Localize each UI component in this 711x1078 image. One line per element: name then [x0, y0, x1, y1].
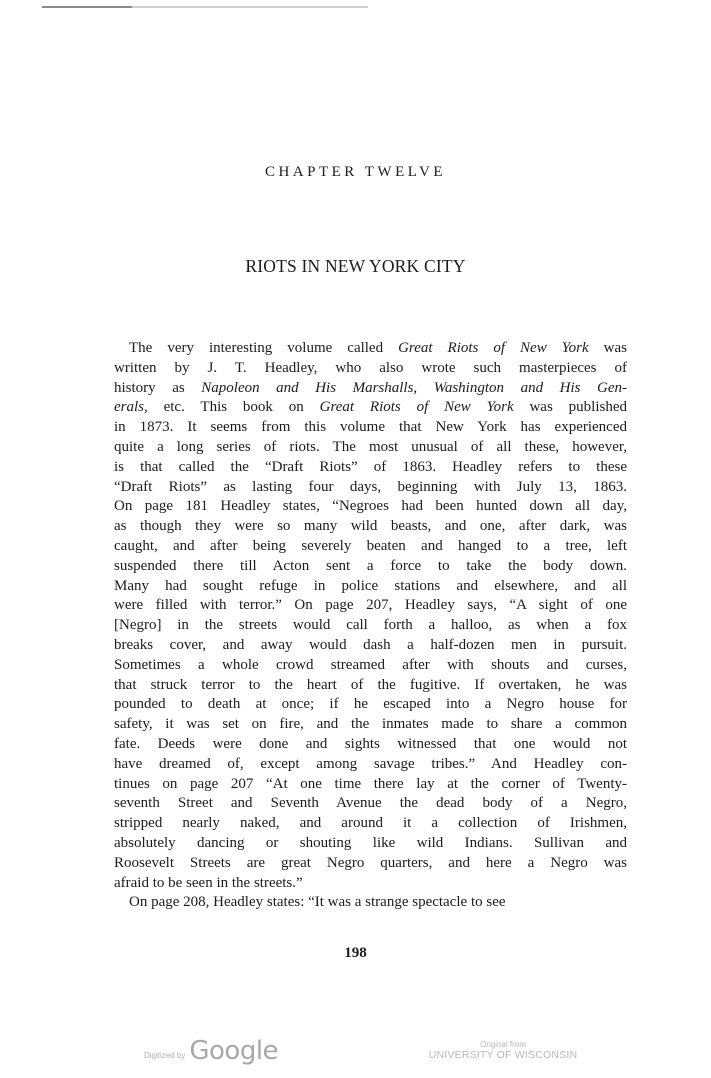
text-segment: On page 181 Headley states, “Negroes had been hunted down all day,: [114, 498, 627, 515]
text-segment: Many had sought refuge in police stations and elsewhere, and all: [114, 577, 627, 594]
italic-text: Napoleon and His Marshalls, Washington and His Gen-: [201, 379, 627, 396]
text-segment: as though they were so many wild beasts, and one, after dark, was: [114, 518, 627, 535]
text-segment: Roosevelt Streets are great Negro quarters, and here a Negro was: [114, 854, 627, 871]
text-line: [114, 596, 627, 616]
google-logo: Google: [189, 1036, 279, 1066]
text-line: [114, 398, 627, 418]
text-line: [114, 676, 627, 696]
text-line: [114, 557, 627, 577]
text-segment: fate. Deeds were done and sights witnessed that one would not: [114, 735, 627, 752]
text-line: [114, 339, 627, 359]
text-line: [114, 893, 627, 913]
italic-text: erals,: [114, 399, 148, 416]
text-segment: have dreamed of, except among savage tribes.” And Headley con-: [114, 755, 627, 772]
chapter-title: RIOTS IN NEW YORK CITY: [245, 256, 466, 276]
text-line: [114, 458, 627, 478]
text-line: [114, 834, 627, 854]
digitized-by-label: Digitized by: [144, 1051, 186, 1060]
text-line: [114, 695, 627, 715]
text-line: [114, 794, 627, 814]
text-segment: “Draft Riots” as lasting four days, beginning with July 13, 1863.: [114, 478, 627, 495]
text-line: [114, 577, 627, 597]
text-segment: is that called the “Draft Riots” of 1863. Headley refers to these: [114, 458, 627, 475]
text-line: [114, 854, 627, 874]
text-segment: written by J. T. Headley, who also wrote such masterpieces of: [114, 359, 627, 376]
text-line: [114, 636, 627, 656]
original-from-label: Original from: [480, 1040, 526, 1049]
text-segment: safety, it was set on fire, and the inmates made to share a common: [114, 716, 627, 733]
text-line: [114, 874, 627, 894]
text-segment: stripped nearly naked, and around it a collection of Irishmen,: [114, 815, 627, 832]
top-rule: [42, 6, 368, 8]
text-line: [114, 656, 627, 676]
text-line: [114, 755, 627, 775]
chapter-label: CHAPTER TWELVE: [264, 164, 447, 180]
google-watermark: [144, 1036, 278, 1066]
text-segment: was: [588, 340, 627, 356]
text-line: [114, 616, 627, 636]
text-segment: breaks cover, and away would dash a half-dozen men in pursuit.: [114, 636, 627, 653]
text-segment: in 1873. It seems from this volume that New York has experienced: [114, 419, 627, 436]
text-line: [114, 497, 627, 517]
text-segment: pounded to death at once; if he escaped into a Negro house for: [114, 696, 627, 713]
text-segment: were filled with terror.” On page 207, Headley says, “A sight of one: [114, 597, 627, 614]
text-segment: etc. This book on: [147, 399, 320, 416]
university-label: UNIVERSITY OF WISCONSIN: [428, 1049, 578, 1061]
text-line: [114, 517, 627, 537]
page-number: 198: [344, 945, 367, 961]
text-segment: suspended there till Acton sent a force to take the body down.: [114, 557, 627, 574]
text-line: [114, 814, 627, 834]
text-line: [114, 715, 627, 735]
text-line: [114, 478, 627, 498]
text-segment: was published: [513, 399, 627, 416]
text-segment: [Negro] in the streets would call forth a halloo, as when a fox: [114, 617, 627, 634]
text-segment: caught, and after being severely beaten and hanged to a tree, left: [114, 537, 627, 554]
italic-text: Great Riots of New York: [319, 399, 514, 416]
text-line: [114, 418, 627, 438]
text-segment: The very interesting volume called: [114, 340, 399, 356]
text-line: [114, 735, 627, 755]
text-segment: quite a long series of riots. The most unusual of all these, however,: [114, 438, 627, 455]
text-segment: tinues on page 207 “At one time there lay at the corner of Twenty-: [114, 775, 627, 792]
text-segment: history as: [114, 379, 202, 396]
body-text: [114, 339, 627, 913]
source-watermark: [418, 1040, 588, 1061]
text-segment: afraid to be seen in the streets.”: [114, 874, 303, 891]
text-segment: Sometimes a whole crowd streamed after with shouts and curses,: [114, 656, 627, 673]
text-line: [114, 438, 627, 458]
text-line: [114, 775, 627, 795]
text-line: [114, 359, 627, 379]
text-segment: absolutely dancing or shouting like wild Indians. Sullivan and: [114, 834, 627, 851]
text-segment: that struck terror to the heart of the fugitive. If overtaken, he was: [114, 676, 627, 693]
text-segment: seventh Street and Seventh Avenue the dead body of a Negro,: [114, 795, 627, 812]
text-line: [114, 537, 627, 557]
text-line: [114, 379, 627, 399]
italic-text: Great Riots of New York: [398, 340, 589, 356]
text-segment: On page 208, Headley states: “It was a strange spectacle to see: [114, 894, 506, 911]
